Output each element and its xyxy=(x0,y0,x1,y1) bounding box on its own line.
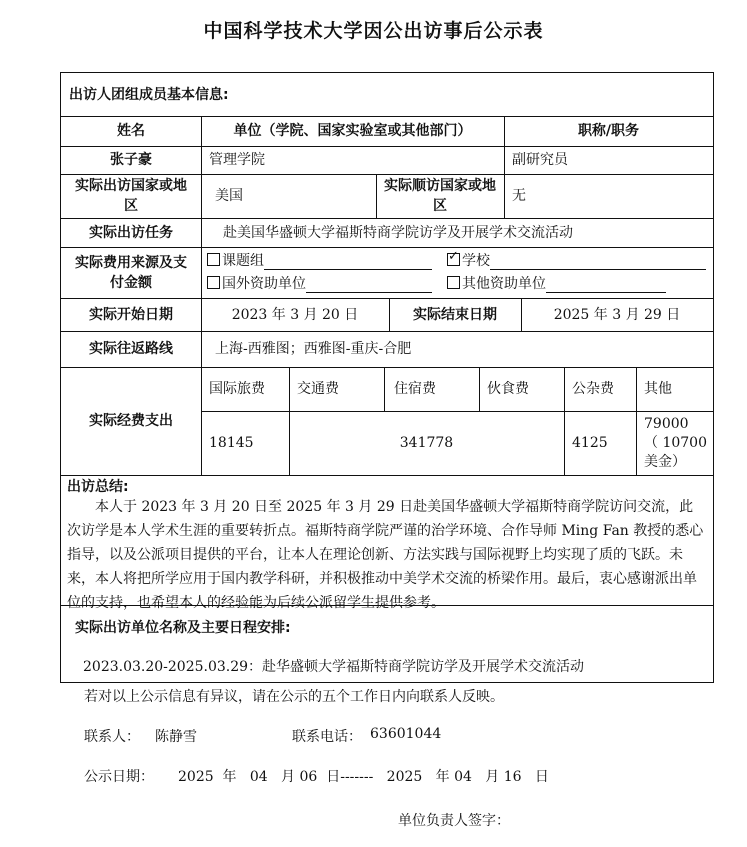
expense-header-misc: 公杂费 xyxy=(572,381,614,397)
schedule-value: 2023.03.20-2025.03.29：赴华盛顿大学福斯特商学院访学及开展学术交流活动 xyxy=(83,659,585,675)
member-unit: 管理学院 xyxy=(209,152,265,168)
schedule-label: 实际出访单位名称及主要日程安排: xyxy=(75,620,291,636)
expense-other-amount: 79000 xyxy=(644,416,689,432)
publish-date-range: 2025 年 04 月 06 日------- 2025 年 04 月 16 日 xyxy=(178,769,549,785)
fund-option-foreign[interactable] xyxy=(207,273,432,293)
fund-checkbox-other[interactable] xyxy=(447,276,460,289)
expense-header-other: 其他 xyxy=(644,381,672,397)
expense-header-transport: 交通费 xyxy=(297,381,339,397)
fund-option-school[interactable] xyxy=(447,250,706,270)
section-basic-info-label: 出访人团组成员基本信息: xyxy=(69,86,229,103)
header-name: 姓名 xyxy=(117,123,145,139)
expense-merged-value: 341778 xyxy=(399,435,454,451)
disclosure-form xyxy=(60,72,714,683)
expense-misc-value: 4125 xyxy=(572,435,608,451)
expense-other-value xyxy=(644,415,712,472)
publish-date-label: 公示日期： xyxy=(84,769,154,785)
phone-value: 63601044 xyxy=(370,726,442,742)
route-label: 实际往返路线 xyxy=(89,341,173,357)
expense-label: 实际经费支出 xyxy=(89,413,173,429)
contact-label: 联系人： xyxy=(84,729,140,745)
fund-checkbox-group[interactable] xyxy=(207,253,220,266)
expense-header-meals: 伙食费 xyxy=(487,381,529,397)
country-label: 实际出访国家或地区 xyxy=(75,178,187,214)
expense-header-intl-travel: 国际旅费 xyxy=(209,381,265,397)
fund-option-label: 其他资助单位 xyxy=(462,276,546,292)
summary-label: 出访总结: xyxy=(67,479,129,495)
start-date-label: 实际开始日期 xyxy=(89,306,173,323)
member-name: 张子豪 xyxy=(110,152,152,168)
page-title: 中国科学技术大学因公出访事后公示表 xyxy=(203,20,544,42)
fund-label: 实际费用来源及支付金额 xyxy=(75,254,187,291)
fund-checkbox-school[interactable] xyxy=(447,253,460,266)
expense-other-note: （ 10700 xyxy=(644,435,707,451)
header-title: 职称/职务 xyxy=(577,123,640,139)
phone-label: 联系电话： xyxy=(292,729,362,745)
expense-other-note: 美金） xyxy=(644,454,686,470)
transit-value: 无 xyxy=(512,188,526,204)
task-label: 实际出访任务 xyxy=(89,224,173,241)
expense-intl-travel-value: 18145 xyxy=(209,435,254,451)
summary-text: 本人于 2023 年 3 月 20 日至 2025 年 3 月 29 日赴美国华盛顿大学福斯特商学院访问交流，此次访学是本人学术生涯的重要转折点。福斯特商学院严谨的治学环境、合作导师 Ming Fan 教授的悉心指导，以及公派项目提供的平台，让本人在理论创新、方法实践与国际视野上均实现了质的飞跃。未来，本人将把所学应用于国内教学科研，并积极推动中美学术交流的桥梁作用。最后，衷心感谢派出单位的支持，也希望本人的经验能为后续公派留学生提供参考。 xyxy=(67,499,704,611)
fund-checkbox-foreign[interactable] xyxy=(207,276,220,289)
transit-label: 实际顺访国家或地区 xyxy=(384,178,496,214)
fund-option-label: 课题组 xyxy=(222,253,264,269)
task-value: 赴美国华盛顿大学福斯特商学院访学及开展学术交流活动 xyxy=(223,224,573,241)
fund-option-label: 国外资助单位 xyxy=(222,276,306,292)
end-date-value: 2025 年 3 月 29 日 xyxy=(553,306,681,323)
member-title: 副研究员 xyxy=(512,152,568,168)
header-unit: 单位（学院、国家实验室或其他部门） xyxy=(233,123,472,139)
start-date-value: 2023 年 3 月 20 日 xyxy=(231,306,359,323)
contact-name: 陈静雪 xyxy=(155,729,197,745)
end-date-label: 实际结束日期 xyxy=(413,306,497,323)
signature-label: 单位负责人签字： xyxy=(398,813,510,829)
route-value: 上海-西雅图；西雅图-重庆-合肥 xyxy=(215,341,412,357)
fund-option-other[interactable] xyxy=(447,273,666,293)
expense-header-lodging: 住宿费 xyxy=(394,381,436,397)
fund-option-group[interactable] xyxy=(207,250,432,270)
fund-option-label: 学校 xyxy=(462,253,490,269)
objection-notice: 若对以上公示信息有异议，请在公示的五个工作日内向联系人反映。 xyxy=(84,689,504,705)
country-value: 美国 xyxy=(215,188,243,204)
